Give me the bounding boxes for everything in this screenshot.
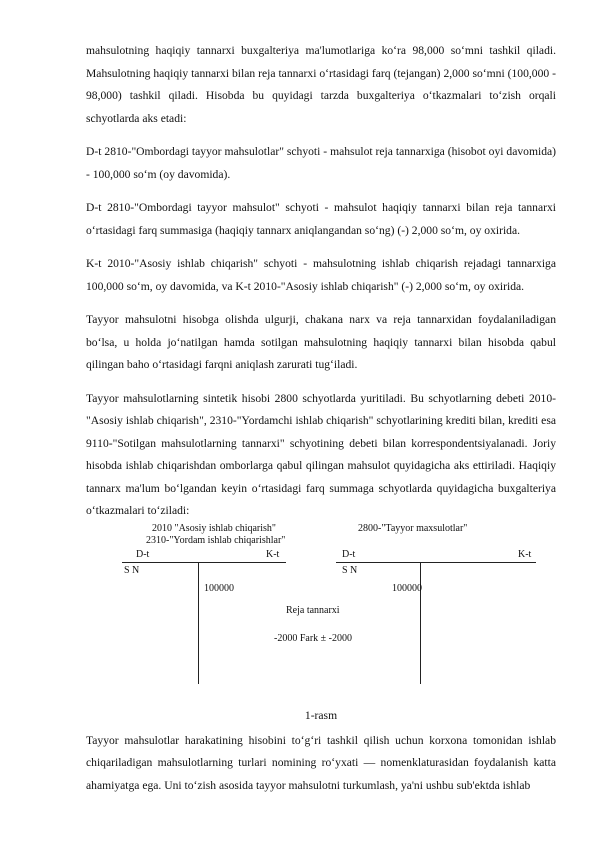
- paragraph-6: Tayyor mahsulotlarning sintetik hisobi 2800 schyotlarda yuritiladi. Bu schyotlarning debeti 2010-"Asosiy ishlab chiqarish", 2310-"Yordamchi ishlab chiqarish" schyotlarining krediti bilan, krediti esa 9110-"Sotilgan mahsulotlarning tannarxi" schyotining debeti bilan korrespondentsiyalanadi. Joriy hisobda ishlab chiqarishdan omborlarga qabul qilingan mahsulot quyidagicha aks ettiriladi. Haqiqiy tannarx ma'lum bo‘lgandan keyin o‘rtasidagi farq summaga schyotlarda quyidagicha buxgalteriya o‘tkazmalari to‘ziladi:: [86, 391, 556, 517]
- paragraph-2: D-t 2810-"Ombordagi tayyor mahsulotlar" schyoti - mahsulot reja tannarxiga (hisobot oyi davomida) - 100,000 so‘m (oy davomida).: [86, 145, 556, 181]
- right-account-top-line: [336, 562, 536, 563]
- paragraph-4: K-t 2010-"Asosiy ishlab chiqarish" schyoti - mahsulotning ishlab chiqarish rejadagi tannarxiga 100,000 so‘m, oy davomida, va K-t 2010-"Asosiy ishlab chiqarish" (-) 2,000 so‘m, oy oxirida.: [86, 257, 556, 293]
- right-account-divider: [420, 562, 421, 684]
- right-account-title: 2800-"Tayyor maxsulotlar": [358, 522, 468, 534]
- right-credit-label: K-t: [518, 548, 532, 560]
- right-debit-label: D-t: [342, 548, 356, 560]
- right-opening-label: S N: [342, 564, 358, 576]
- left-debit-label: D-t: [136, 548, 150, 560]
- figure-caption: 1-rasm: [304, 708, 338, 722]
- left-account-title: 2010 "Asosiy ishlab chiqarish": [152, 522, 276, 534]
- left-account-subtitle: 2310-"Yordam ishlab chiqarishlar": [146, 534, 286, 546]
- left-account-divider: [198, 562, 199, 684]
- left-account-top-line: [122, 562, 286, 563]
- difference-note: -2000 Fark ± -2000: [274, 632, 352, 644]
- paragraph-5: Tayyor mahsulotni hisobga olishda ulgurji, chakana narx va reja tannarxidan foydalaniladigan bo‘lsa, u holda jo‘natilgan hamda sotilgan mahsulotning haqiqiy tannarxi bilan hisobda qabul qilingan baho o‘rtasidagi farqni aniqlash zarurati tug‘iladi.: [86, 313, 556, 371]
- paragraph-1: mahsulotning haqiqiy tannarxi buxgalteriya ma'lumotlariga ko‘ra 98,000 so‘mni tashkil qiladi. Mahsulotning haqiqiy tannarxi bilan reja tannarxi o‘rtasidagi farq (tejangan) 2,000 so‘mni (100,000 - 98,000) tashkil qiladi. Hisobda bu quyidagi tarzda buxgalteriya o‘tkazmalari to‘zish orqali schyotlarda aks etadi:: [86, 44, 556, 125]
- reja-tannarxi-note: Reja tannarxi: [286, 604, 340, 616]
- left-opening-label: S N: [124, 564, 140, 576]
- closing-paragraph: Tayyor mahsulotlar harakatining hisobini to‘g‘ri tashkil qilish uchun korxona tomonidan ishlab chiqariladigan mahsulotlarning turlari nomining ro‘yxati — nomenklaturasidan foydalanish katta ahamiyatga ega. Uni to‘zish asosida tayyor mahsulotni turkumlash, ya'ni ushbu sub'ektda ishlab: [86, 733, 556, 792]
- left-credit-value: 100000: [204, 582, 234, 594]
- paragraph-3: D-t 2810-"Ombordagi tayyor mahsulot" schyoti - mahsulot haqiqiy tannarxi bilan reja tannarxi o‘rtasidagi farq summasiga (haqiqiy tannarx aniqlangandan so‘ng) (-) 2,000 so‘m, oy oxirida.: [86, 201, 556, 237]
- right-debit-value: 100000: [392, 582, 422, 594]
- t-account-figure: [86, 522, 556, 703]
- document-page: [86, 40, 556, 797]
- left-credit-label: K-t: [266, 548, 280, 560]
